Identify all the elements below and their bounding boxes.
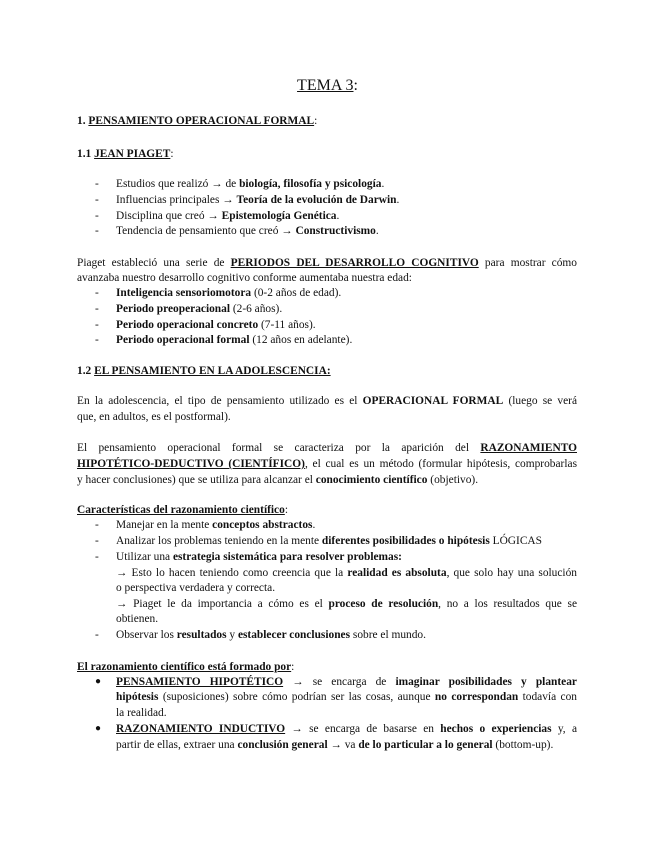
document-page: TEMA 3: 1. PENSAMIENTO OPERACIONAL FORMAL: 1.1 JEAN PIAGET: - Estudios que realizó → de biología, filosofía y psicología. - Influencias principales → Teoría de la evolución de Darwin. - Disciplina que creó → Epistemología Genética. - Tendencia de pensamiento que creó → Constructivismo. Piaget estableció una serie de PERIODOS DEL DESARROLLO COGNITIVO para mostrar cómo avanzaba nuestro desarrollo cognitivo conforme aumentaba nuestra edad: - Inteligencia sensoriomotora (0-2 años de edad). - Periodo preoperacional (2-6 años). - Periodo operacional concreto (7-11 años). - Periodo operacional formal (12 años en adelante). 1.2 EL PENSAMIENTO EN LA ADOLESCENCIA: En la adolescencia, el tipo de pensamiento utilizado es el OPERACIONAL FORMAL (luego se verá que, en adultos, es el postformal). El pensamiento operacional formal se caracteriza por la aparición del RAZONAMIENTO HIPOTÉTICO-DEDUCTIVO (CIENTÍFICO), el cual es un método (formular hipótesis, comprobarlas y hacer conclusiones) que se utiliza para alcanzar el conocimiento científico (objetivo). Características del razonamiento científico: - Manejar en la mente conceptos abstractos. - Analizar los problemas teniendo en la mente diferentes posibilidades o hipótesis LÓGICAS - Utilizar una estrategia sistemática para resolver problemas: → Esto lo hacen teniendo como creencia que la realidad es absoluta, que solo hay una solución o perspectiva verdadera y correcta. → Piaget le da importancia a cómo es el proceso de resolución, no a los resultados que se obtienen. - Observar los resultados y establecer conclusiones sobre el mundo. El razonamiento científico está formado por: ● PENSAMIENTO HIPOTÉTICO → se encarga de imaginar posibilidades y plantear hipótesis (suposiciones) sobre cómo podrían ser las cosas, aunque no correspondan todavía con la realidad. ● RAZONAMIENTO INDUCTIVO → se encarga de basarse en hechos o experiencias y, a partir de ellas, extraer una conclusión general → va de lo particular a lo general (bottom-up). (0, 0, 655, 848)
title-suffix: : (353, 77, 358, 94)
document-title (0, 77, 655, 95)
paragraph-periods-line2: avanzaba nuestro desarrollo cognitivo conforme aumentaba nuestra edad: (77, 272, 412, 284)
characteristics-heading: Características del razonamiento científico: (77, 504, 288, 516)
bullet-icon: ● (95, 676, 102, 687)
bullet-icon: ● (95, 723, 102, 734)
section-1-heading: 1. PENSAMIENTO OPERACIONAL FORMAL: (77, 115, 318, 127)
paragraph-periods-line1: Piaget estableció una serie de PERIODOS DEL DESARROLLO COGNITIVO para mostrar cómo (77, 257, 577, 269)
paragraph-reasoning-line2: HIPOTÉTICO-DEDUCTIVO (CIENTÍFICO), el cual es un método (formular hipótesis, comprobarlas (77, 458, 577, 470)
paragraph-reasoning-line1: El pensamiento operacional formal se caracteriza por la aparición del RAZONAMIENTO (77, 442, 577, 454)
title-text: TEMA 3 (297, 77, 354, 94)
paragraph-adolescence-line2: que, en adultos, es el postformal). (77, 411, 231, 423)
formed-by-heading: El razonamiento científico está formado por: (77, 661, 295, 673)
section-1-2-heading: 1.2 EL PENSAMIENTO EN LA ADOLESCENCIA: (77, 365, 331, 377)
paragraph-reasoning-line3: y hacer conclusiones) que se utiliza para alcanzar el conocimiento científico (objetivo). (77, 474, 479, 486)
section-1-1-heading: 1.1 JEAN PIAGET: (77, 148, 174, 160)
paragraph-adolescence-line1: En la adolescencia, el tipo de pensamiento utilizado es el OPERACIONAL FORMAL (luego se verá (77, 395, 578, 407)
